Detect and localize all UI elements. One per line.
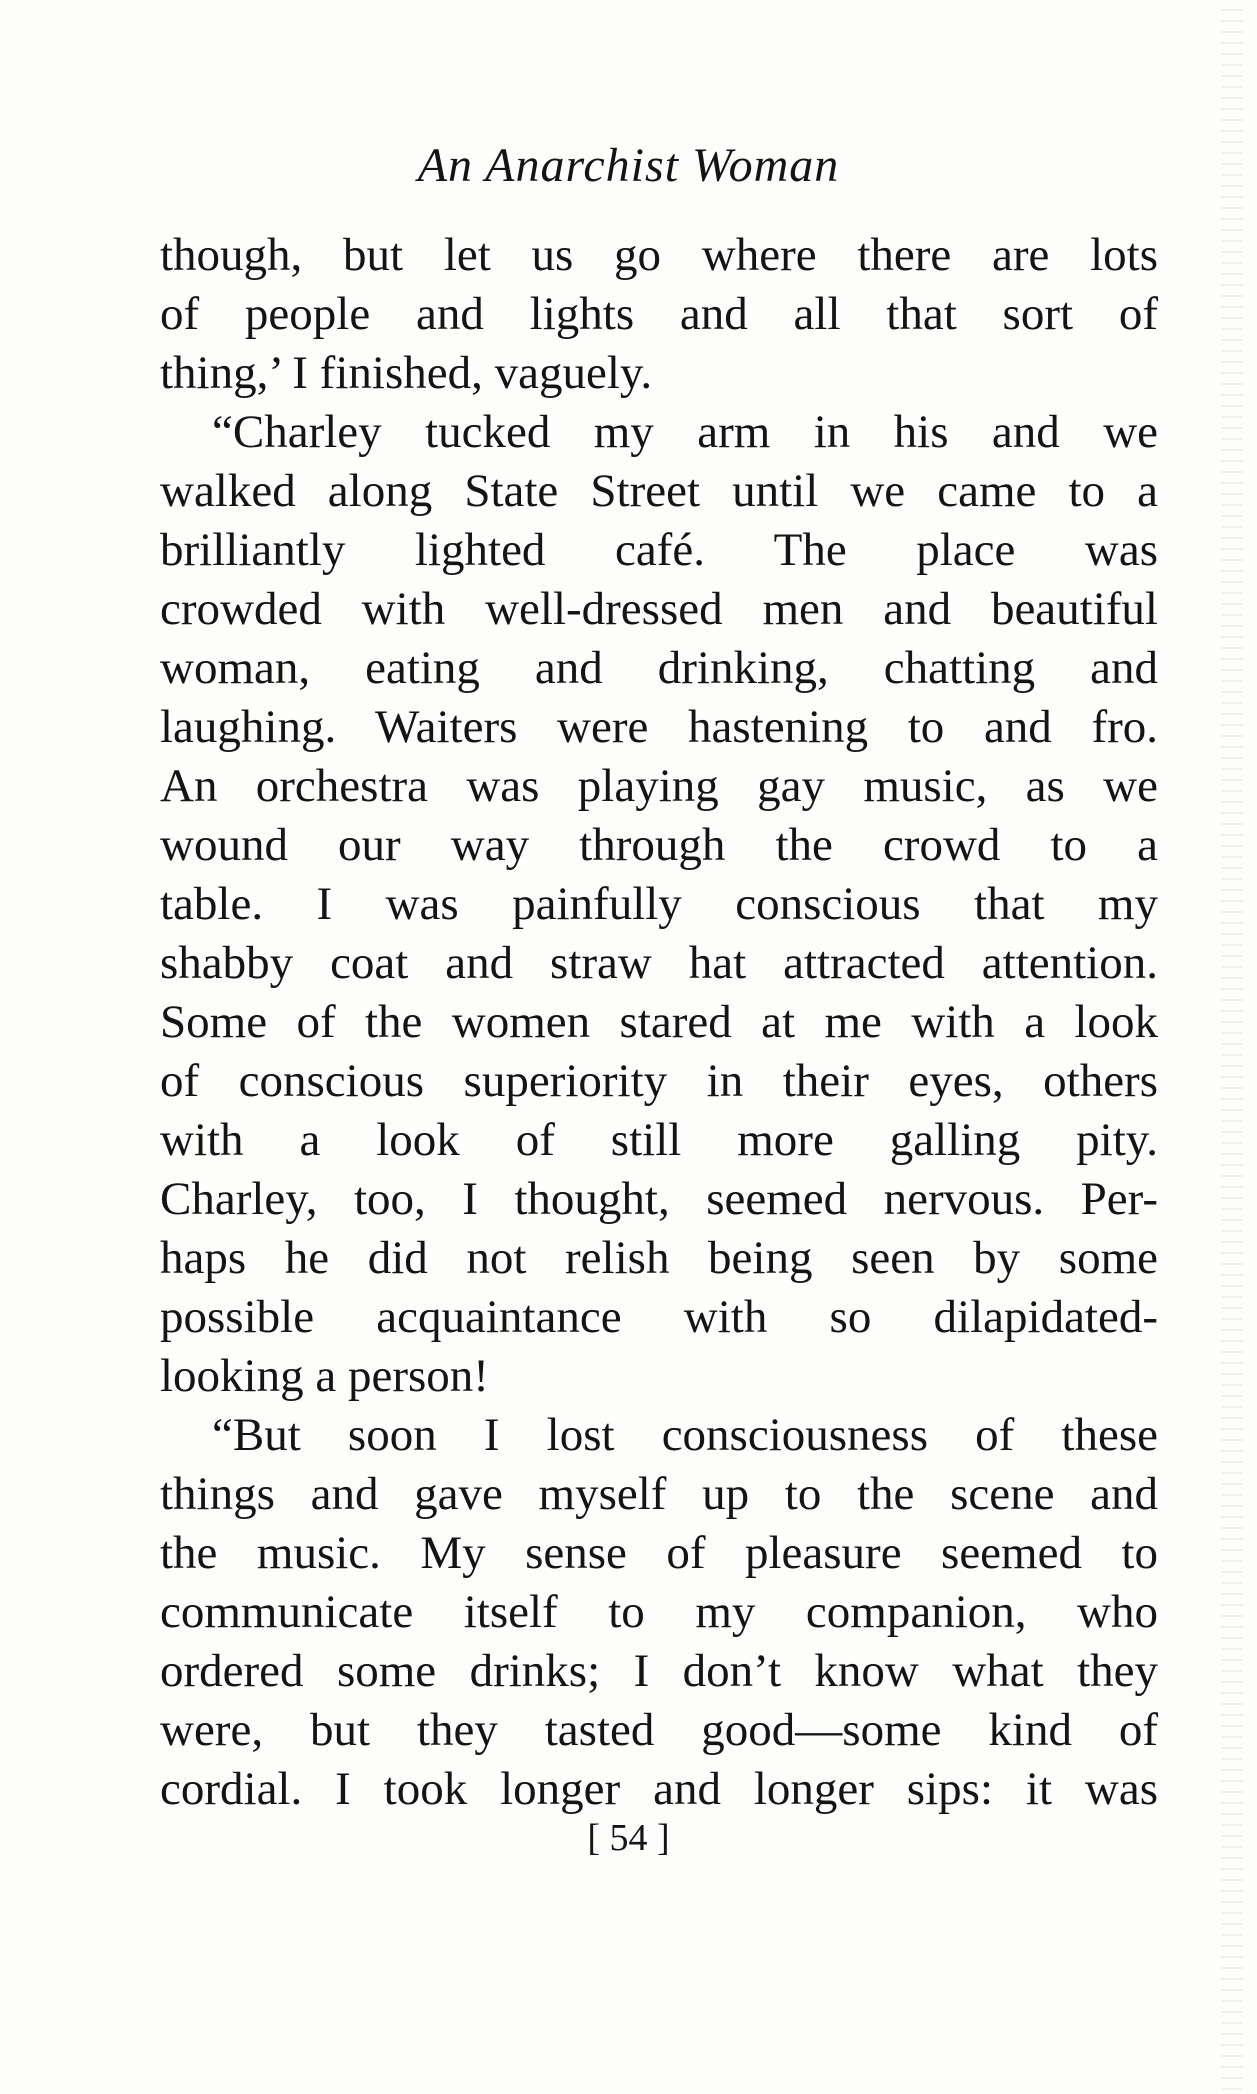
- text-line: woman, eating and drinking, chatting and: [160, 642, 1158, 694]
- text-line: communicate itself to my companion, who: [160, 1586, 1158, 1638]
- text-line: thing,’ I finished, vaguely.: [160, 347, 653, 399]
- text-line: haps he did not relish being seen by some: [160, 1232, 1158, 1284]
- text-line: brilliantly lighted café. The place was: [160, 524, 1158, 576]
- text-line: cordial. I took longer and longer sips: it was: [160, 1763, 1158, 1815]
- page-number: [ 54 ]: [587, 1817, 670, 1859]
- text-line: laughing. Waiters were hastening to and fro.: [160, 701, 1158, 753]
- text-line: wound our way through the crowd to a: [160, 819, 1158, 871]
- text-line: things and gave myself up to the scene and: [160, 1468, 1158, 1520]
- text-line: table. I was painfully conscious that my: [160, 878, 1158, 930]
- page-edge-speckle: [1221, 0, 1243, 2094]
- text-line: Charley, too, I thought, seemed nervous. Per-: [160, 1173, 1158, 1225]
- text-line: crowded with well-dressed men and beautiful: [160, 583, 1158, 635]
- text-line: “Charley tucked my arm in his and we: [212, 406, 1158, 458]
- running-head: An Anarchist Woman: [417, 139, 840, 192]
- text-line: the music. My sense of pleasure seemed to: [160, 1527, 1158, 1579]
- text-line: “But soon I lost consciousness of these: [212, 1409, 1158, 1461]
- text-line: looking a person!: [160, 1350, 489, 1402]
- text-line: An orchestra was playing gay music, as we: [160, 760, 1158, 812]
- text-line: of people and lights and all that sort of: [160, 288, 1158, 340]
- text-line: walked along State Street until we came to a: [160, 465, 1158, 517]
- text-line: shabby coat and straw hat attracted attention.: [160, 937, 1158, 989]
- text-line: possible acquaintance with so dilapidated-: [160, 1291, 1158, 1343]
- text-line: ordered some drinks; I don’t know what they: [160, 1645, 1158, 1697]
- text-line: of conscious superiority in their eyes, others: [160, 1055, 1158, 1107]
- text-line: were, but they tasted good—some kind of: [160, 1704, 1158, 1756]
- text-line: Some of the women stared at me with a look: [160, 996, 1158, 1048]
- body-text: [160, 226, 1158, 1819]
- text-line: though, but let us go where there are lots: [160, 229, 1158, 281]
- text-line: with a look of still more galling pity.: [160, 1114, 1158, 1166]
